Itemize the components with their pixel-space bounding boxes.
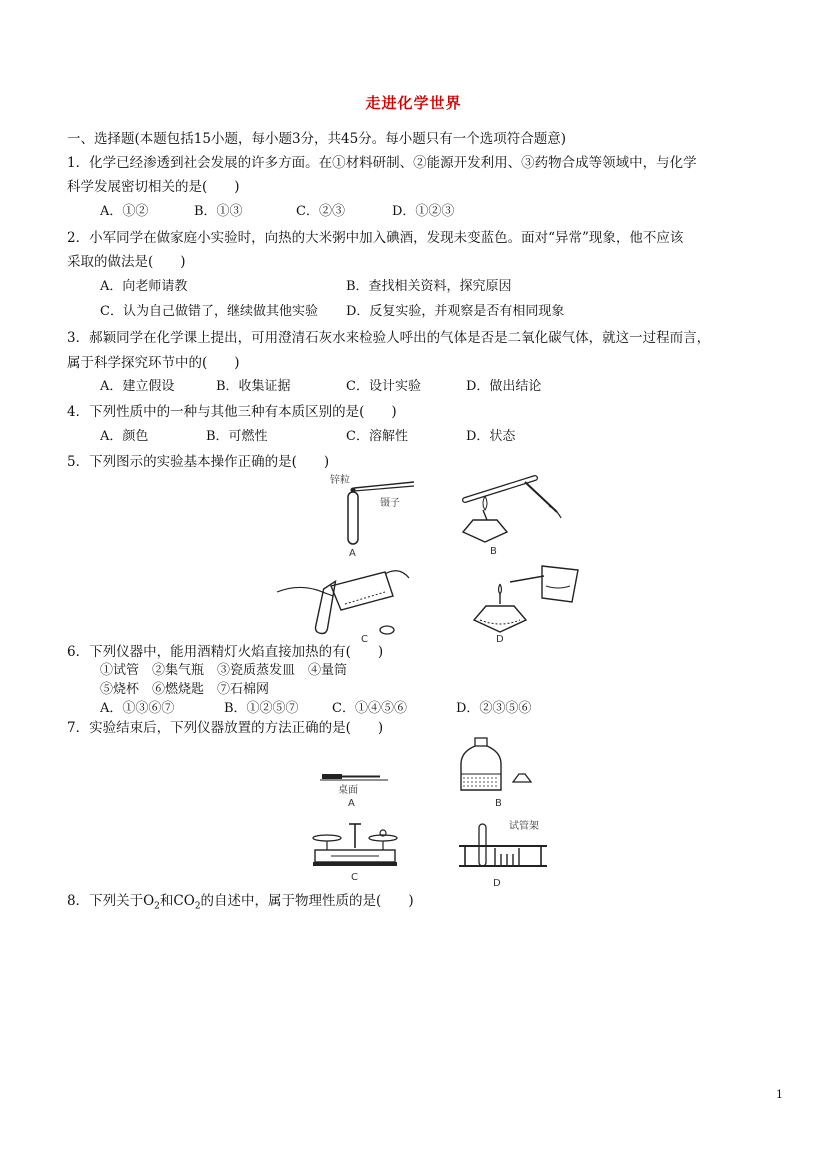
question-6-option-a: A．①③⑥⑦ [100, 701, 175, 716]
q7-figure-c [305, 818, 405, 894]
question-2-option-b: B．查找相关资料，探究原因 [346, 279, 512, 294]
question-2-stem-line1: 2．小军同学在做家庭小实验时，向热的大米粥中加入碘酒，发现未变蓝色。面对“异常”现象，他不应该 [67, 230, 684, 246]
question-1-stem-line1: 1．化学已经渗透到社会发展的许多方面。在①材料研制、②能源开发利用、③药物合成等领域中，与化学 [67, 155, 697, 171]
q7-figure-a-caption: A [348, 798, 355, 808]
question-6-instruments-line1: ①试管 ②集气瓶 ③瓷质蒸发皿 ④量筒 [100, 663, 348, 678]
question-5-stem: 5．下列图示的实验基本操作正确的是( ) [67, 454, 330, 470]
question-8-subscript-2: 2 [194, 901, 201, 912]
q7-figure-b-caption: B [495, 798, 502, 809]
question-2-option-a: A．向老师请教 [100, 279, 188, 294]
question-4-option-a: A．颜色 [100, 429, 149, 444]
question-8-stem [67, 892, 414, 916]
question-3-option-d: D．做出结论 [466, 379, 542, 394]
question-1-option-b: B．①③ [194, 204, 243, 219]
question-4-stem: 4．下列性质中的一种与其他三种有本质区别的是( ) [67, 404, 397, 420]
section-heading: 一、选择题(本题包括15小题，每小题3分，共45分。每小题只有一个选项符合题意) [67, 131, 566, 147]
question-6-option-b: B．①②⑤⑦ [224, 701, 299, 716]
question-3-option-c: C．设计实验 [346, 379, 421, 394]
question-8-text-pre: 8．下列关于O [67, 893, 155, 909]
q5-figure-d-caption: D [496, 634, 504, 645]
q7-figure-b [455, 736, 545, 810]
q5-figure-b-caption: B [490, 546, 497, 557]
question-8-text-mid: 和CO [159, 893, 195, 909]
q5-figure-c-caption: C [361, 634, 368, 645]
question-6-instruments-line2: ⑤烧杯 ⑥燃烧匙 ⑦石棉网 [100, 682, 270, 697]
question-8-text-post: 的自述中，属于物理性质的是( ) [200, 893, 414, 909]
q5-figure-b [445, 468, 575, 558]
q5-figure-c [275, 562, 415, 646]
question-3-stem-line1: 3．郝颖同学在化学课上提出，可用澄清石灰水来检验人呼出的气体是否是二氧化碳气体，就这一过程而言， [67, 330, 711, 346]
question-7-stem: 7．实验结束后，下列仪器放置的方法正确的是( ) [67, 720, 384, 736]
question-2-option-c: C．认为自己做错了，继续做其他实验 [100, 304, 318, 319]
question-1-option-a: A．①② [100, 204, 149, 219]
question-6-stem: 6．下列仪器中，能用酒精灯火焰直接加热的有( ) [67, 644, 384, 660]
q7-figure-a-table-label: 桌面 [338, 785, 358, 796]
q7-figure-a [318, 766, 398, 808]
question-3-stem-line2: 属于科学探究环节中的( ) [67, 355, 240, 371]
question-6-option-d: D．②③⑤⑥ [456, 701, 532, 716]
question-1-stem-line2: 科学发展密切相关的是( ) [67, 179, 240, 195]
q5-figure-d [460, 560, 590, 646]
q5-figure-a-tweezers-label: 镊子 [380, 498, 400, 509]
q5-figure-a-caption: A [349, 548, 356, 558]
page-number: 1 [776, 1088, 783, 1101]
question-3-option-b: B．收集证据 [216, 379, 291, 394]
question-4-option-c: C．溶解性 [346, 429, 408, 444]
question-1-option-c: C．②③ [296, 204, 345, 219]
question-2-option-d: D．反复实验，并观察是否有相同现象 [346, 304, 565, 319]
q7-figure-d-rack-label: 试管架 [509, 821, 539, 832]
q7-figure-d-caption: D [493, 878, 501, 889]
question-4-option-b: B．可燃性 [206, 429, 268, 444]
question-1-option-d: D．①②③ [392, 204, 455, 219]
question-3-option-a: A．建立假设 [100, 379, 175, 394]
question-4-option-d: D．状态 [466, 429, 516, 444]
q5-figure-a-zinc-label: 锌粒 [330, 475, 350, 486]
q5-figure-a [318, 472, 428, 558]
page-title: 走进化学世界 [365, 94, 462, 112]
q7-figure-d [455, 818, 555, 894]
question-2-stem-line2: 采取的做法是( ) [67, 254, 186, 270]
question-6-option-c: C．①④⑤⑥ [332, 701, 407, 716]
q7-figure-c-caption: C [351, 872, 358, 883]
question-8-subscript-1: 2 [154, 901, 160, 912]
